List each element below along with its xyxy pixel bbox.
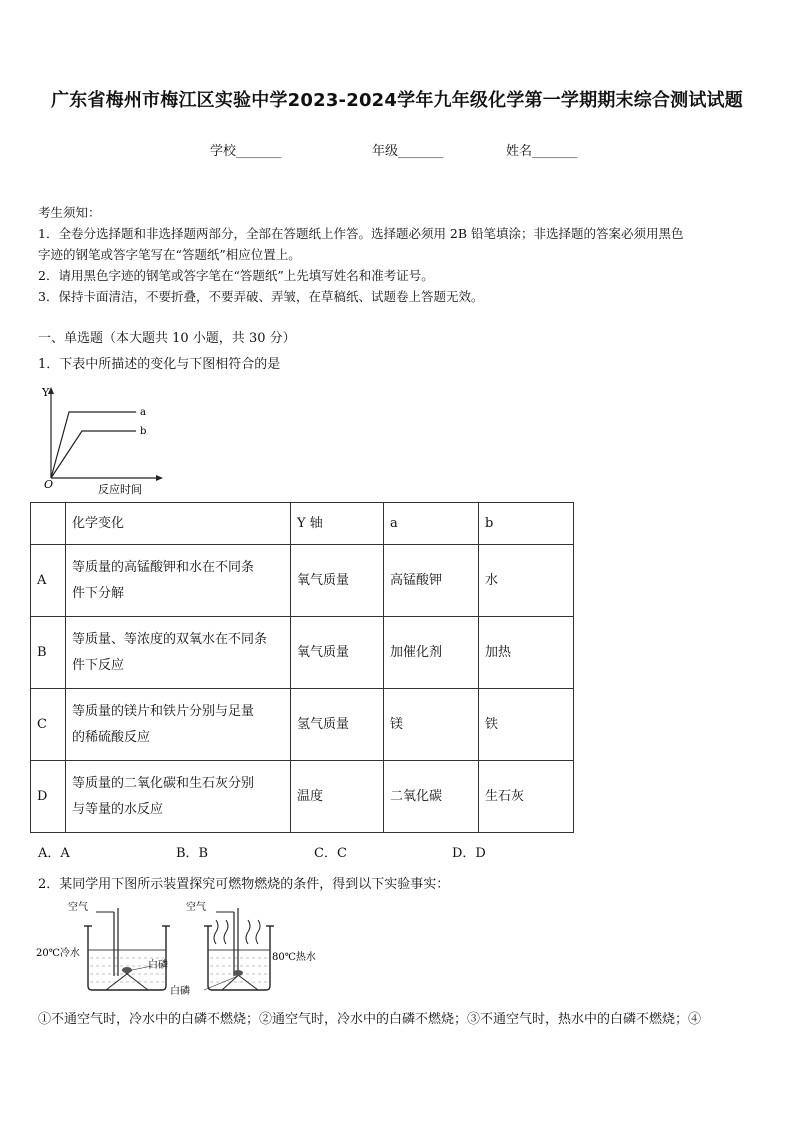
question-2-facts: ①不通空气时，冷水中的白磷不燃烧；②通空气时，冷水中的白磷不燃烧；③不通空气时，热水中的白磷不燃烧；④ (38, 1012, 702, 1027)
row-b: 生石灰 (479, 761, 574, 833)
row-b: 水 (479, 545, 574, 617)
apparatus-diagram (36, 898, 336, 1000)
row-a: 二氧化碳 (384, 761, 479, 833)
x-axis-arrow-icon (156, 475, 163, 481)
row-label: B (31, 617, 66, 689)
option-a[interactable]: A．A (38, 846, 70, 861)
row-change-line: 的稀硫酸反应 (72, 729, 151, 745)
curve-b (51, 431, 136, 478)
option-d[interactable]: D．D (452, 846, 486, 861)
curve-b-label: b (140, 426, 147, 437)
curve-a (51, 412, 136, 478)
white-p-label-left: 白磷 (148, 960, 168, 971)
row-label: C (31, 689, 66, 761)
note-line-4: 3．保持卡面清洁，不要折叠，不要弄破、弄皱，在草稿纸、试题卷上答题无效。 (38, 289, 484, 304)
question-2-stem: 2．某同学用下图所示装置探究可燃物燃烧的条件，得到以下实验事实： (38, 877, 450, 892)
row-change (66, 545, 291, 617)
notes-heading: 考生须知： (38, 205, 101, 220)
row-a: 镁 (384, 689, 479, 761)
row-change-line: 件下反应 (72, 657, 125, 673)
hot-water-label: 80℃热水 (272, 952, 316, 963)
row-change-line: 等质量的镁片和铁片分别与足量 (72, 703, 255, 719)
row-b: 加热 (479, 617, 574, 689)
table-row (31, 689, 574, 761)
header-cell: b (479, 503, 574, 545)
note-line-2: 字迹的钢笔或答字笔写在“答题纸”相应位置上。 (38, 247, 301, 262)
note-line-3: 2．请用黑色字迹的钢笔或答字笔在“答题纸”上先填写姓名和准考证号。 (38, 268, 434, 283)
row-b: 铁 (479, 689, 574, 761)
white-phosphorus-left (122, 967, 132, 973)
grade-field: 年级_______ (372, 144, 444, 159)
option-b[interactable]: B．B (176, 846, 209, 861)
row-change-line: 等质量、等浓度的双氧水在不同条 (72, 631, 268, 647)
row-change-line: 等质量的二氧化碳和生石灰分别 (72, 775, 255, 791)
row-label: D (31, 761, 66, 833)
row-change-line: 件下分解 (72, 585, 125, 601)
cold-water-label: 20℃冷水 (36, 948, 80, 959)
table-header-row (31, 503, 574, 545)
cold-water-beaker (84, 908, 170, 990)
page-title: 广东省梅州市梅江区实验中学2023-2024学年九年级化学第一学期期末综合测试试题 (51, 90, 743, 111)
header-cell (31, 503, 66, 545)
row-y: 氢气质量 (291, 689, 384, 761)
row-a: 高锰酸钾 (384, 545, 479, 617)
air-label-right: 空气 (186, 902, 206, 913)
reaction-graph (36, 380, 166, 495)
white-p-label-right: 白磷 (170, 986, 190, 997)
question-1-table (30, 502, 574, 833)
row-change-line: 等质量的高锰酸钾和水在不同条 (72, 559, 255, 575)
exam-notes (38, 202, 762, 307)
row-change-line: 与等量的水反应 (72, 801, 164, 817)
white-phosphorus-right (233, 970, 243, 976)
school-field: 学校_______ (210, 144, 282, 159)
row-label: A (31, 545, 66, 617)
y-axis-label: Y (42, 386, 50, 399)
origin-label: O (44, 478, 54, 491)
note-line-1: 1．全卷分选择题和非选择题两部分，全部在答题纸上作答。选择题必须用 2B 铅笔填涂；非选择题的答案必须用黑色 (38, 226, 684, 241)
row-change (66, 689, 291, 761)
name-field: 姓名_______ (506, 144, 578, 159)
row-y: 氧气质量 (291, 545, 384, 617)
row-change (66, 617, 291, 689)
header-cell: a (384, 503, 479, 545)
header-cell: Y 轴 (291, 503, 384, 545)
table-row (31, 545, 574, 617)
row-change (66, 761, 291, 833)
row-y: 温度 (291, 761, 384, 833)
header-cell: 化学变化 (66, 503, 291, 545)
row-y: 氧气质量 (291, 617, 384, 689)
x-axis-label: 反应时间 (98, 483, 142, 495)
option-c[interactable]: C．C (314, 846, 347, 861)
air-label-left: 空气 (68, 902, 88, 913)
row-a: 加催化剂 (384, 617, 479, 689)
question-1-stem: 1．下表中所描述的变化与下图相符合的是 (38, 357, 281, 372)
section-heading: 一、单选题（本大题共 10 小题，共 30 分） (38, 331, 296, 346)
hot-water-beaker (204, 908, 274, 990)
curve-a-label: a (140, 407, 146, 418)
table-row (31, 617, 574, 689)
table-row (31, 761, 574, 833)
